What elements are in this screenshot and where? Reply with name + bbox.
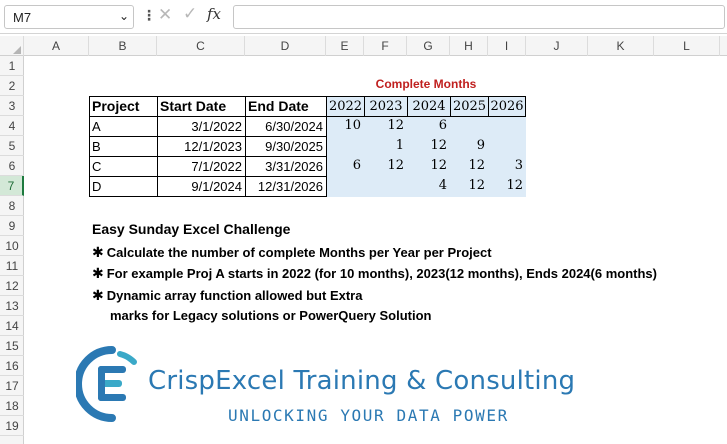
- crispexcel-logo-icon: [76, 344, 142, 424]
- months-cell[interactable]: 12: [430, 158, 447, 173]
- row-header[interactable]: 15: [0, 336, 24, 356]
- more-options-icon[interactable]: ⋮: [142, 7, 156, 23]
- challenge-line[interactable]: [92, 287, 362, 304]
- chevron-down-icon[interactable]: ⌄: [118, 9, 129, 23]
- name-box[interactable]: [4, 5, 134, 29]
- column-header[interactable]: A: [24, 36, 89, 56]
- months-cell[interactable]: [488, 116, 526, 136]
- insert-function-icon[interactable]: fx: [207, 5, 222, 23]
- months-cell[interactable]: [450, 116, 488, 136]
- column-header[interactable]: K: [588, 36, 654, 56]
- column-header[interactable]: H: [450, 36, 488, 56]
- months-cell[interactable]: 4: [438, 178, 447, 193]
- row-header[interactable]: 3: [0, 96, 24, 116]
- column-header[interactable]: B: [89, 36, 157, 56]
- challenge-line[interactable]: [92, 244, 492, 261]
- months-cell[interactable]: 12: [468, 158, 485, 173]
- row-header[interactable]: 13: [0, 296, 24, 316]
- challenge-line-text: For example Proj A starts in 2022 (for 10 months), 2023(12 months), Ends 2024(6 months): [106, 266, 657, 281]
- months-cell[interactable]: [326, 176, 364, 196]
- months-cell[interactable]: 1: [395, 138, 404, 153]
- challenge-line-text: Calculate the number of complete Months per Year per Project: [106, 245, 492, 260]
- months-cell[interactable]: 12: [506, 178, 523, 193]
- months-cell[interactable]: 12: [387, 118, 404, 133]
- header-year[interactable]: 2023: [364, 96, 408, 117]
- cancel-icon[interactable]: ✕: [158, 5, 173, 24]
- column-header[interactable]: J: [526, 36, 588, 56]
- months-cell[interactable]: 6: [438, 118, 447, 133]
- crispexcel-logo[interactable]: [76, 344, 696, 434]
- row-header[interactable]: 10: [0, 236, 24, 256]
- months-cell[interactable]: [488, 136, 526, 156]
- months-cell[interactable]: 9: [476, 138, 485, 153]
- row-header[interactable]: 11: [0, 256, 24, 276]
- select-all-button[interactable]: [0, 36, 24, 56]
- challenge-line[interactable]: [92, 265, 657, 282]
- start-date-cell[interactable]: 3/1/2022: [157, 116, 246, 137]
- challenge-title[interactable]: Easy Sunday Excel Challenge: [92, 221, 291, 237]
- logo-name: CrispExcel Training & Consulting: [148, 366, 576, 396]
- row-header-selected[interactable]: 7: [0, 176, 24, 196]
- project-cell[interactable]: D: [89, 176, 158, 197]
- project-cell[interactable]: C: [89, 156, 158, 177]
- months-cell[interactable]: [364, 176, 407, 196]
- end-date-cell[interactable]: 9/30/2025: [245, 136, 327, 157]
- challenge-line[interactable]: marks for Legacy solutions or PowerQuery Solution: [110, 308, 432, 323]
- complete-months-title: Complete Months: [375, 77, 477, 91]
- row-header[interactable]: 8: [0, 196, 24, 216]
- star-bullet-icon: ✱: [92, 287, 104, 303]
- formula-bar: [0, 0, 727, 34]
- row-header[interactable]: 6: [0, 156, 24, 176]
- header-year[interactable]: 2024: [407, 96, 451, 117]
- months-cell[interactable]: 6: [352, 158, 361, 173]
- column-header[interactable]: G: [407, 36, 450, 56]
- header-end-date[interactable]: End Date: [245, 96, 327, 117]
- header-year[interactable]: 2026: [488, 96, 526, 117]
- column-header-row: [0, 36, 727, 56]
- months-cell[interactable]: 12: [387, 158, 404, 173]
- column-header[interactable]: E: [326, 36, 364, 56]
- challenge-line-text: Dynamic array function allowed but Extra: [106, 288, 363, 303]
- select-all-icon: [13, 46, 21, 54]
- start-date-cell[interactable]: 7/1/2022: [157, 156, 246, 177]
- enter-check-icon[interactable]: ✓: [183, 4, 198, 23]
- row-header[interactable]: 16: [0, 356, 24, 376]
- months-cell[interactable]: 12: [468, 178, 485, 193]
- start-date-cell[interactable]: 9/1/2024: [157, 176, 246, 197]
- column-header[interactable]: F: [364, 36, 407, 56]
- header-project[interactable]: Project: [89, 96, 158, 117]
- header-year[interactable]: 2025: [450, 96, 489, 117]
- end-date-cell[interactable]: 12/31/2026: [245, 176, 327, 197]
- column-header[interactable]: L: [654, 36, 720, 56]
- row-header-column: [0, 56, 24, 444]
- months-cell[interactable]: 12: [430, 138, 447, 153]
- name-box-value: M7: [13, 10, 32, 25]
- end-date-cell[interactable]: 3/31/2026: [245, 156, 327, 177]
- star-bullet-icon: ✱: [92, 265, 104, 281]
- row-header[interactable]: 4: [0, 116, 24, 136]
- months-cell[interactable]: [326, 136, 364, 156]
- formula-input[interactable]: [233, 5, 725, 29]
- project-cell[interactable]: A: [89, 116, 158, 137]
- star-bullet-icon: ✱: [92, 244, 104, 260]
- months-cell[interactable]: 10: [344, 118, 361, 133]
- row-header[interactable]: 1: [0, 56, 24, 76]
- row-header[interactable]: 19: [0, 416, 24, 436]
- row-header[interactable]: 12: [0, 276, 24, 296]
- row-header[interactable]: 5: [0, 136, 24, 156]
- row-header[interactable]: 2: [0, 76, 24, 96]
- column-header[interactable]: C: [157, 36, 245, 56]
- months-cell[interactable]: 3: [514, 158, 523, 173]
- header-start-date[interactable]: Start Date: [157, 96, 246, 117]
- logo-tagline: UNLOCKING YOUR DATA POWER: [228, 406, 509, 425]
- column-header[interactable]: I: [488, 36, 526, 56]
- end-date-cell[interactable]: 6/30/2024: [245, 116, 327, 137]
- column-header[interactable]: D: [245, 36, 326, 56]
- project-cell[interactable]: B: [89, 136, 158, 157]
- header-year[interactable]: 2022: [326, 96, 365, 117]
- start-date-cell[interactable]: 12/1/2023: [157, 136, 246, 157]
- row-header[interactable]: 9: [0, 216, 24, 236]
- row-header[interactable]: 14: [0, 316, 24, 336]
- row-header[interactable]: 18: [0, 396, 24, 416]
- row-header[interactable]: 17: [0, 376, 24, 396]
